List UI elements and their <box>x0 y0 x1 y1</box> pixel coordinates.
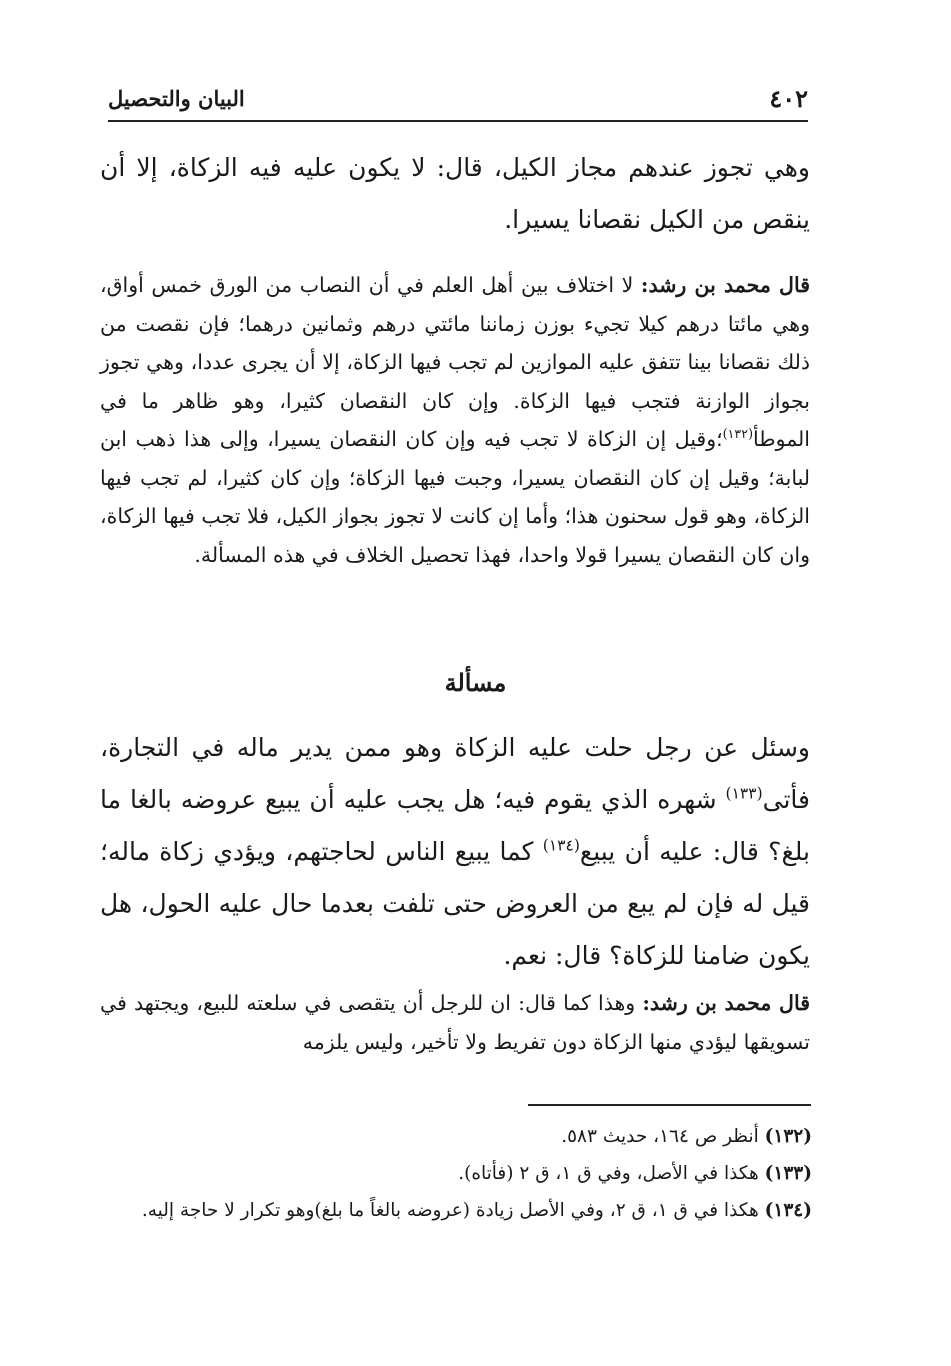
paragraph-2 <box>100 266 810 574</box>
footnote-ref-133[interactable]: (١٣٣) <box>725 784 763 803</box>
footnote-number: (١٣٤) <box>764 1200 812 1221</box>
paragraph-2-text-b: ؛وقيل إن الزكاة لا تجب فيه وإن كان النقصان يسيرا، وإلى هذا ذهب ابن لبابة؛ وقيل إن كان النقصان يسيرا، وجبت فيها الزكاة؛ وإن كان كثيرا، لم تجب فيها الزكاة، وهو قول سحنون هذا؛ وأما إن كانت لا تجوز بجواز الكيل، فلا تجب فيها الزكاة، وان كان النقصان يسيرا قولا واحدا، فهذا تحصيل الخلاف في هذه المسألة. <box>100 427 810 567</box>
paragraph-4-text: وهذا كما قال: ان للرجل أن يتقصى في سلعته للبيع، ويجتهد في تسويقها ليؤدي منها الزكاة دون تفريط ولا تأخير، وليس يلزمه <box>100 991 810 1054</box>
paragraph-3-text-b: شهره الذي يقوم فيه؛ هل يجب عليه أن يبيع عروضه بالغا ما بلغ؟ قال: عليه أن يبيع <box>100 785 810 866</box>
footnote-text: هكذا في ق ١، ق ٢، وفي الأصل زيادة (عروضه بالغاً ما بلغ)وهو تكرار لا حاجة إليه. <box>141 1200 759 1221</box>
footnotes <box>100 1118 812 1229</box>
paragraph-2-lead: قال محمد بن رشد: <box>640 273 810 297</box>
footnote-text: هكذا في الأصل، وفي ق ١، ق ٢ (فأتاه). <box>458 1163 759 1184</box>
paragraph-3 <box>100 722 810 982</box>
footnote-number: (١٣٣) <box>764 1163 812 1184</box>
paragraph-3-text-a: وسئل عن رجل حلت عليه الزكاة وهو ممن يدير ماله في التجارة، فأتى <box>100 733 810 814</box>
paragraph-4-lead: قال محمد بن رشد: <box>642 991 810 1015</box>
paragraph-4 <box>100 984 810 1061</box>
footnote-ref-134[interactable]: (١٣٤) <box>542 836 580 855</box>
paragraph-2-text-a: لا اختلاف بين أهل العلم في أن النصاب من الورق خمس أواق، وهي مائتا درهم كيلا تجيء بوزن زماننا مائتي درهم وثمانين درهما؛ فإن نقصت من ذلك نقصانا بينا تتفق عليه الموازين لم تجب فيها الزكاة، إلا أن يجرى عددا، وهي تجوز بجواز الوازنة فتجب فيها الزكاة. وإن كان النقصان كثيرا، وهو ظاهر ما في الموطأ <box>100 273 810 451</box>
paragraph-3-text-c: كما يبيع الناس لحاجتهم، ويؤدي زكاة ماله؛ قيل له فإن لم يبع من العروض حتى تلفت بعدما حال عليه الحول، هل يكون ضامنا للزكاة؟ قال: نعم. <box>100 837 810 970</box>
footnote-divider <box>528 1104 811 1106</box>
footnote-ref-132[interactable]: (١٣٢) <box>722 426 754 442</box>
page-number: ٤٠٢ <box>769 84 808 113</box>
footnote-132 <box>100 1118 812 1155</box>
footnote-133 <box>100 1155 812 1192</box>
paragraph-1 <box>100 142 810 246</box>
paragraph-1-text: وهي تجوز عندهم مجاز الكيل، قال: لا يكون عليه فيه الزكاة، إلا أن ينقص من الكيل نقصانا يسيرا. <box>100 153 810 234</box>
footnote-number: (١٣٢) <box>764 1126 812 1147</box>
section-heading: مسألة <box>444 668 507 697</box>
footnote-134 <box>100 1192 812 1229</box>
page-header <box>108 80 808 122</box>
footnote-text: أنظر ص ١٦٤، حديث ٥٨٣. <box>561 1126 759 1147</box>
running-title: البيان والتحصيل <box>108 86 245 111</box>
